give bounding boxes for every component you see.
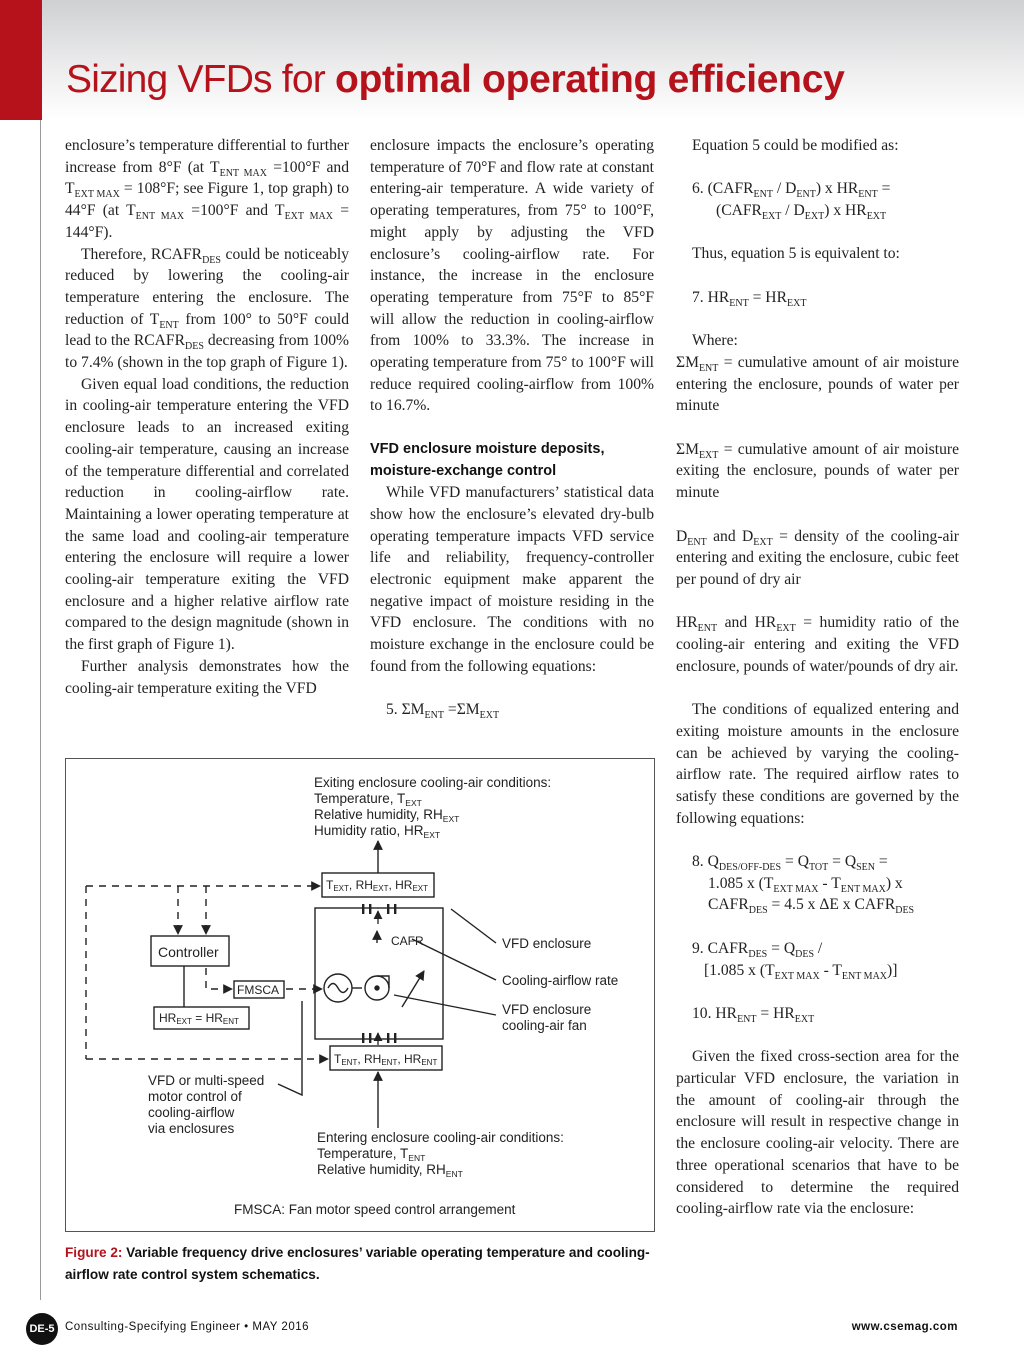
entering-sensor-readings: TENT, RHENT, HRENT <box>334 1052 438 1067</box>
col1-paragraph-1: enclosure’s temperature differential to further increase from 8°F (at $T_{ENT MAX} =100^\circ F$ and $T_{EXT MAX} = 108^\circ F$; see Figure 1, top graph) to 44°F (at $T_{ENT MAX} =100^\circ F$ and $T_{EXT MAX} = 144^\circ F$). <box>65 137 350 241</box>
exit-sensor-readings: TEXT, RHEXT, HREXT <box>326 878 429 893</box>
section-subheading: VFD enclosure moisture deposits, moisture-exchange control <box>370 440 605 479</box>
entering-relative-humidity: Relative humidity, $RH_{ENT}$ <box>317 1162 463 1179</box>
controller-label: Controller <box>158 944 219 960</box>
footer-publication: Consulting-Specifying Engineer • MAY 2016 <box>65 1321 310 1333</box>
equation-6-line-2: $(CAFR_{EXT} / D_{EXT})$ x $HR_{EXT}$ <box>716 202 887 223</box>
entering-conditions-title: Entering enclosure cooling-air conditions: <box>317 1130 564 1145</box>
label-fan-line-1: VFD enclosure <box>502 1002 592 1017</box>
text-column-1 <box>65 135 349 699</box>
text-column-3 <box>676 135 959 1220</box>
multi-speed-line-2: motor control of <box>148 1089 242 1104</box>
title-light: Sizing VFDs for <box>66 58 335 101</box>
equation-thus: Thus, equation 5 is equivalent to: <box>692 245 900 263</box>
text-column-2 <box>370 135 654 721</box>
cafr-label: CAFR <box>391 934 424 948</box>
equation-6-line-1: 6. $(CAFR_{ENT} / D_{ENT})$ x $HR_{ENT}$ = <box>692 180 891 201</box>
humidity-ratio-setpoint: HREXT = HRENT <box>159 1011 239 1026</box>
col2-paragraph-1: enclosure impacts the enclosure’s operating temperature of 70°F and flow rate at constant entering-air temperature. A wide variety of operating temperatures, from 75° to 100°F, might apply by adjusting the VFD enclosure’s cooling-airflow rate. For instance, the increase in the enclosure operating temperature from 75°F to 85°F will allow the reduction in cooling-airflow from 100% to 33.3%. The increase in operating temperature from 75° to 100°F will reduce required cooling-airflow from 100% to 16.7%. <box>370 137 654 415</box>
entering-temperature: Temperature, $T_{ENT}$ <box>317 1146 426 1163</box>
definition-density: $D_{ENT}$ and $D_{EXT}$ = density of the cooling-air entering and exiting the enclosure, cubic feet per pound of dry air <box>676 527 959 588</box>
red-accent-strip <box>0 0 42 120</box>
exit-conditions-title: Exiting enclosure cooling-air conditions: <box>314 775 552 790</box>
label-fan-line-2: cooling-air fan <box>502 1018 587 1033</box>
margin-rule <box>40 120 41 1300</box>
multi-speed-line-4: via enclosures <box>148 1121 235 1136</box>
exit-humidity-ratio: Humidity ratio, $HR_{EXT}$ <box>314 823 441 840</box>
figure-2-schematic <box>65 758 655 1232</box>
equation-8-line-3: $CAFR_{DES} = 4.5$ x ΔE x $CAFR_{DES}$ <box>708 896 915 917</box>
multi-speed-line-3: cooling-airflow <box>148 1105 235 1120</box>
equation-9-line-1: 9. $CAFR_{DES} = Q_{DES}$ / <box>692 939 823 960</box>
definition-sum-m-ent: $\Sigma M_{ENT}$ = cumulative amount of air moisture entering the enclosure, pounds of water per minute <box>676 353 959 415</box>
schematic-diagram <box>66 759 654 1231</box>
fmsca-label: FMSCA <box>237 983 279 997</box>
definition-sum-m-ext: $\Sigma M_{EXT}$ = cumulative amount of air moisture exiting the enclosure, pounds of water per minute <box>676 440 959 502</box>
multi-speed-line-1: VFD or multi-speed <box>148 1073 265 1088</box>
title-bold: optimal operating efficiency <box>334 58 845 101</box>
label-vfd-enclosure: VFD enclosure <box>502 936 592 951</box>
equation-10: 10. $HR_{ENT} = HR_{EXT}$ <box>692 1004 815 1025</box>
fmsca-footnote: FMSCA: Fan motor speed control arrangement <box>234 1202 516 1217</box>
definition-humidity-ratio: $HR_{ENT}$ and $HR_{EXT}$ = humidity ratio of the cooling-air entering and exiting the VFD enclosure, pounds of water/pounds of dry air. <box>676 614 959 675</box>
label-cooling-airflow-rate: Cooling-airflow rate <box>502 973 619 988</box>
figure-caption-text: Variable frequency drive enclosures’ variable operating temperature and cooling-airflow rate control system schematics. <box>65 1245 650 1282</box>
equation-9-line-2: [1.085 x $(T_{EXT MAX} - T_{ENT MAX})$] <box>704 961 898 982</box>
figure-caption <box>65 1242 657 1286</box>
col3-paragraph-last: Given the fixed cross-section area for the particular VFD enclosure, the variation in the amount of cooling-air through the enclosure will result in respective change in the enclosure cooling-air velocity. There are three operational scenarios that have to be considered to determine the required cooling-airflow rate via the enclosure: <box>676 1048 959 1218</box>
exit-relative-humidity: Relative humidity, $RH_{EXT}$ <box>314 807 460 824</box>
figure-label: Figure 2: <box>65 1245 123 1260</box>
page-number-badge: DE-5 <box>26 1313 58 1345</box>
col2-paragraph-2: While VFD manufacturers’ statistical data show how the enclosure’s elevated dry-bulb operating temperature impacts VFD service life and reliability, frequency-controller electronic equipment make apparent the negative impact of moisture residing in the VFD enclosure. The conditions with no moisture exchange in the enclosure could be found from the following equations: <box>370 484 654 675</box>
equation-intro: Equation 5 could be modified as: <box>692 137 899 154</box>
equation-8-line-1: 8. $Q_{DES/OFF-DES} = Q_{TOT} = Q_{SEN}$ = <box>692 853 888 874</box>
equation-7: 7. $HR_{ENT} = HR_{EXT}$ <box>692 288 807 309</box>
col1-paragraph-3: Given equal load conditions, the reduction in cooling-air temperature entering the VFD enclosure leads to an increased exiting cooling-air temperature, causing an increase of the temperature differential and correlated reduction in cooling-airflow rate. Maintaining a lower operating temperature at the same load and cooling-air temperature entering the enclosure will require a lower cooling-air temperature exiting the VFD enclosure and a higher relative airflow rate compared to the design magnitude (shown in the first graph of Figure 1). <box>65 375 349 654</box>
col3-paragraph-conditions: The conditions of equalized entering and exiting moisture amounts in the enclosure can be achieved by varying the cooling-airflow rate. The required airflow rates to satisfy these conditions are governed by the following equations: <box>676 701 959 827</box>
footer-website: www.csemag.com <box>851 1321 958 1333</box>
page-title <box>66 58 844 102</box>
equation-8-line-2: 1.085 x $(T_{EXT MAX} - T_{ENT MAX})$ x <box>708 874 903 895</box>
col1-paragraph-2: Therefore, $RCAFR_{DES}$ could be noticeably reduced by lowering the cooling-air temperature entering the enclosure. The reduction of $T_{ENT}$ from 100° to 50°F could lead to the $RCAFR_{DES}$ decreasing from 100% to 7.4% (shown in the top graph of Figure 1). <box>65 245 350 372</box>
col1-paragraph-4: Further analysis demonstrates how the cooling-air temperature exiting the VFD <box>65 657 349 697</box>
exit-temperature: Temperature, $T_{EXT}$ <box>314 791 422 808</box>
equation-5: 5. $\Sigma M_{ENT} =\Sigma M_{EXT}$ <box>386 701 500 722</box>
where-label: Where: <box>692 332 738 350</box>
